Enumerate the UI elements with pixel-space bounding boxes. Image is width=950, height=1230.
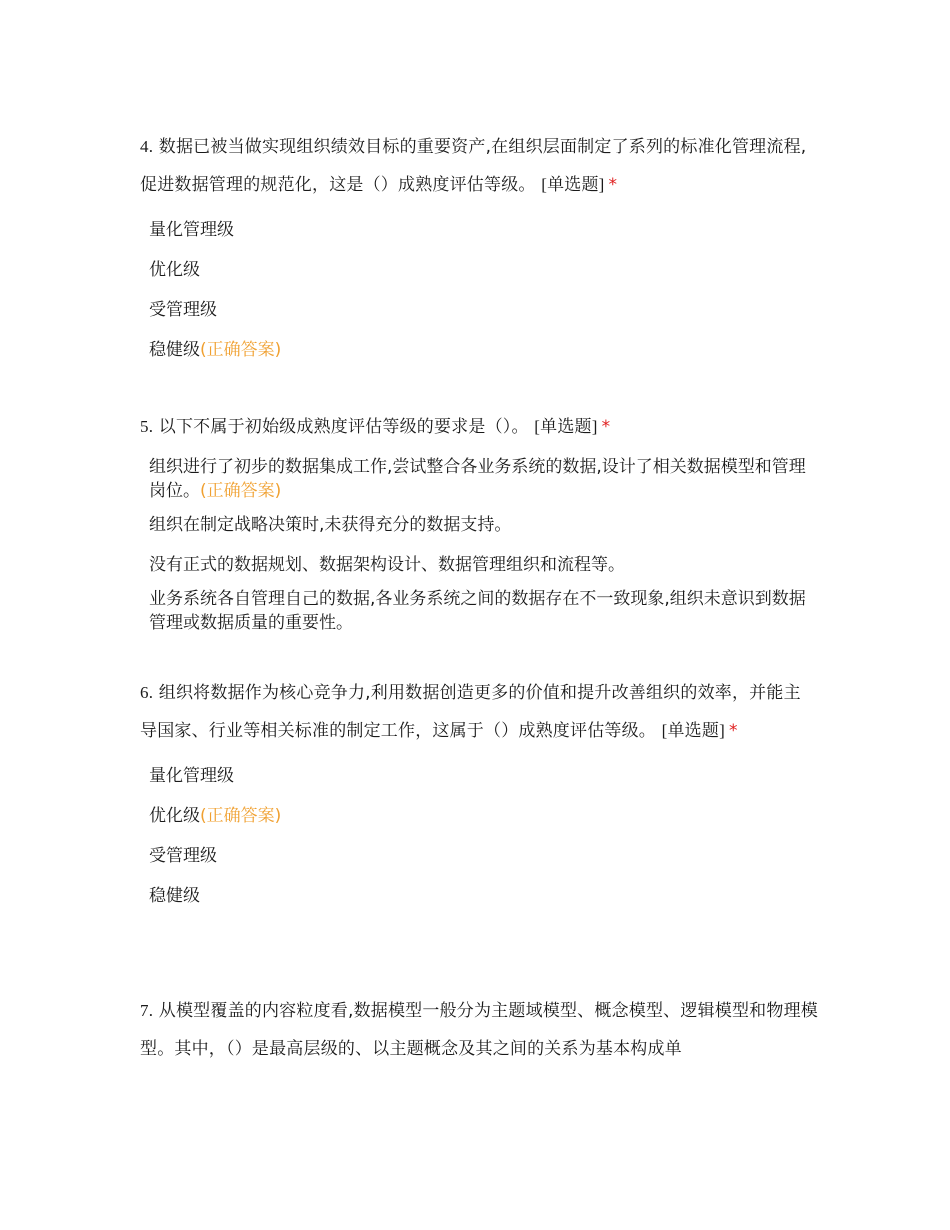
option-text: 受管理级 [149,300,217,320]
option-item[interactable] [149,210,812,250]
option-text: 组织在制定战略决策时,未获得充分的数据支持。 [149,515,512,535]
question-type-label: [单选题] [534,417,598,436]
correct-answer-label: (正确答案) [200,340,282,360]
option-text: 组织进行了初步的数据集成工作,尝试整合各业务系统的数据,设计了相关数据模型和管理岗位。 [149,457,806,501]
option-item[interactable] [149,505,812,545]
options-list [140,210,812,370]
option-text: 量化管理级 [149,220,234,240]
question-7 [140,992,820,1068]
option-text: 量化管理级 [149,766,234,786]
question-5 [140,408,812,637]
question-stem [140,992,820,1068]
option-text: 受管理级 [149,846,217,866]
question-type-label: [单选题] [661,721,725,740]
option-item[interactable] [149,585,812,637]
option-text: 优化级 [149,806,200,826]
option-item[interactable] [149,836,812,876]
required-mark: * [728,721,738,741]
question-number: 7. [140,1001,154,1020]
question-text: 组织将数据作为核心竞争力,利用数据创造更多的价值和提升改善组织的效率，并能主导国家、行业等相关标准的制定工作，这属于（）成熟度评估等级。 [140,683,801,741]
option-text: 优化级 [149,260,200,280]
question-stem [140,408,812,446]
question-text: 从模型覆盖的内容粒度看,数据模型一般分为主题域模型、概念模型、逻辑模型和物理模型。其中，（）是最高层级的、以主题概念及其之间的关系为基本构成单 [140,1001,818,1059]
options-list [140,756,812,916]
question-stem [140,674,812,750]
correct-answer-label: (正确答案) [200,806,282,826]
option-text: 业务系统各自管理自己的数据,各业务系统之间的数据存在不一致现象,组织未意识到数据管理或数据质量的重要性。 [149,589,806,633]
question-text: 数据已被当做实现组织绩效目标的重要资产,在组织层面制定了系列的标准化管理流程,促进数据管理的规范化，这是（）成熟度评估等级。 [140,137,807,195]
option-text: 没有正式的数据规划、数据架构设计、数据管理组织和流程等。 [149,555,625,575]
option-item[interactable] [149,545,812,585]
question-number: 4. [140,137,154,156]
option-item[interactable] [149,290,812,330]
question-type-label: [单选题] [541,175,605,194]
option-item[interactable] [149,796,812,836]
option-item[interactable] [149,330,812,370]
question-number: 5. [140,417,154,436]
question-text: 以下不属于初始级成熟度评估等级的要求是（）。 [158,417,529,437]
required-mark: * [608,175,618,195]
required-mark: * [601,417,611,437]
option-item[interactable] [149,448,812,505]
option-item[interactable] [149,250,812,290]
question-number: 6. [140,683,154,702]
question-stem [140,128,812,204]
options-list [140,448,812,637]
option-item[interactable] [149,876,812,916]
question-6 [140,674,812,916]
option-text: 稳健级 [149,340,200,360]
option-text: 稳健级 [149,886,200,906]
correct-answer-label: (正确答案) [200,481,282,501]
option-item[interactable] [149,756,812,796]
question-4 [140,128,812,370]
